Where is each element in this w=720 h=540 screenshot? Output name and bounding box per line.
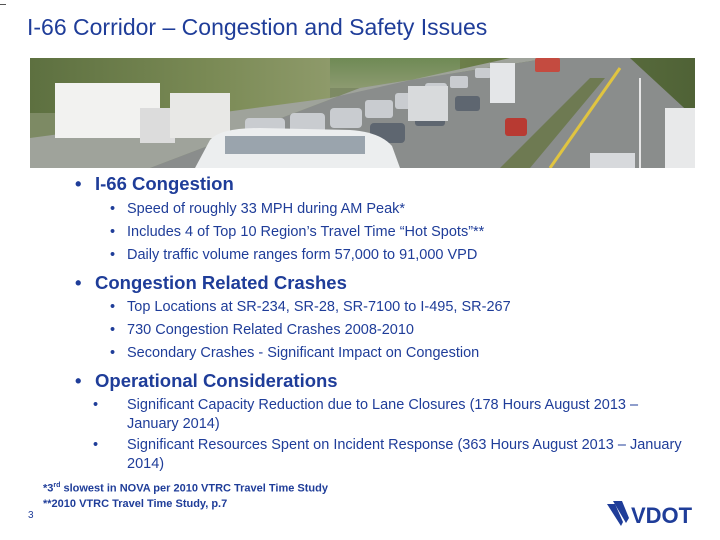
bullet: •	[75, 272, 82, 293]
item-text: Includes 4 of Top 10 Region’s Travel Time “Hot Spots”**	[127, 224, 485, 240]
bullet: •	[110, 224, 116, 240]
page-number: 3	[28, 510, 34, 521]
heading-text: Operational Considerations	[95, 370, 338, 391]
bullet-item	[110, 223, 680, 242]
bullet-item	[110, 321, 680, 340]
footnotes	[43, 478, 328, 512]
bullet-item	[93, 396, 667, 434]
item-text: 730 Congestion Related Crashes 2008-2010	[127, 322, 414, 338]
bullet: •	[75, 173, 82, 194]
item-text: Secondary Crashes - Significant Impact on Congestion	[127, 345, 480, 361]
item-text: Daily traffic volume ranges form 57,000 to 91,000 VPD	[127, 247, 478, 263]
logo-text: VDOT	[631, 503, 693, 528]
bullet-item	[110, 200, 680, 219]
item-text: Significant Capacity Reduction due to Lane Closures (178 Hours August 2013 – January 2014)	[127, 397, 639, 432]
bullet-item	[110, 298, 680, 317]
bullet: •	[110, 299, 116, 315]
footnote-2: **2010 VTRC Travel Time Study, p.7	[43, 497, 228, 510]
bullet: •	[110, 322, 116, 338]
slide-title: I-66 Corridor – Congestion and Safety Issues	[27, 14, 488, 40]
section-heading-operational	[75, 370, 338, 392]
item-text: Speed of roughly 33 MPH during AM Peak*	[127, 201, 406, 217]
vdot-logo	[605, 496, 713, 532]
bullet: •	[75, 370, 82, 391]
heading-text: I-66 Congestion	[95, 173, 234, 194]
bullet-item	[93, 436, 687, 474]
footnote-1: *3rd slowest in NOVA per 2010 VTRC Travel Time Study	[43, 482, 328, 495]
item-text: Top Locations at SR-234, SR-28, SR-7100 to I-495, SR-267	[127, 299, 511, 315]
bullet: •	[93, 437, 99, 453]
bullet: •	[110, 247, 116, 263]
bullet-item	[110, 344, 680, 363]
bullet: •	[110, 345, 116, 361]
item-text: Significant Resources Spent on Incident Response (363 Hours August 2013 – January 2014)	[127, 437, 682, 472]
bullet: •	[110, 201, 116, 217]
bullet-item	[110, 246, 680, 265]
section-heading-crashes	[75, 272, 347, 294]
heading-text: Congestion Related Crashes	[95, 272, 347, 293]
bullet: •	[93, 397, 99, 413]
section-heading-congestion	[75, 173, 234, 195]
